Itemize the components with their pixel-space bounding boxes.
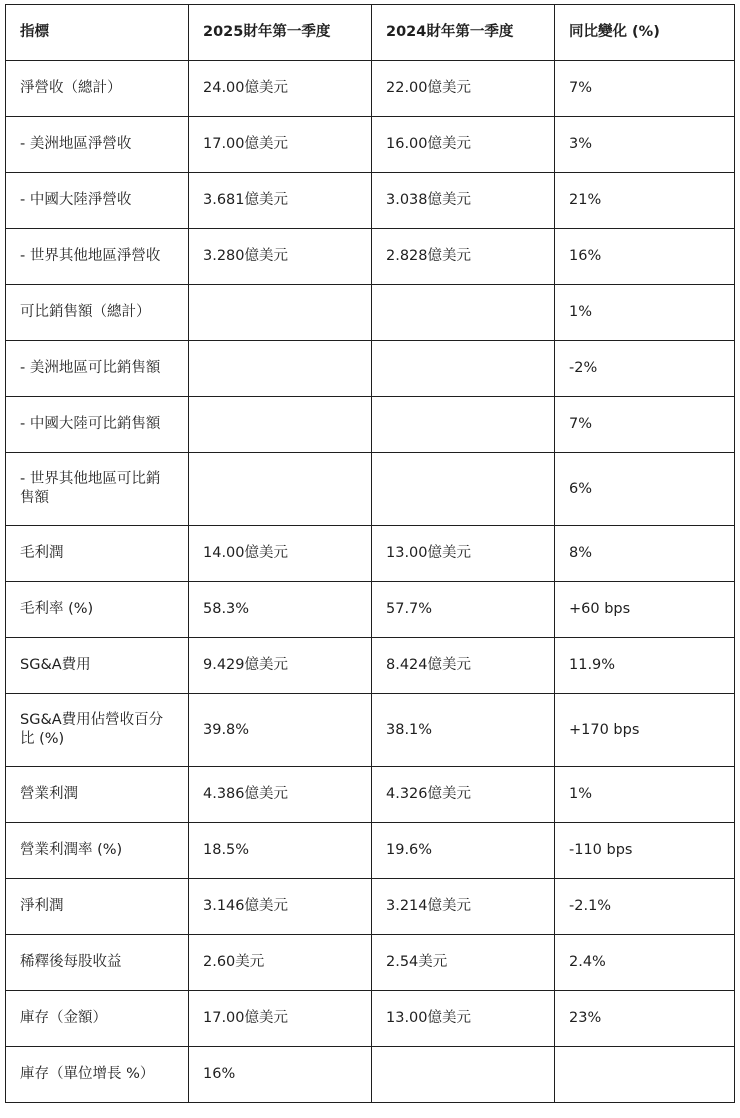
header-fy2024-q1: 2024財年第一季度	[372, 5, 555, 61]
cell-metric: 庫存（單位增長 %）	[6, 1047, 189, 1103]
cell-metric: - 中國大陸可比銷售額	[6, 397, 189, 453]
cell-yoy: 11.9%	[555, 638, 735, 694]
table-row	[6, 453, 735, 526]
cell-fy2024: 16.00億美元	[372, 117, 555, 173]
cell-metric: SG&A費用佔營收百分比 (%)	[6, 694, 189, 767]
cell-fy2025	[189, 453, 372, 526]
cell-yoy: 2.4%	[555, 935, 735, 991]
cell-yoy: 1%	[555, 285, 735, 341]
cell-fy2024: 3.038億美元	[372, 173, 555, 229]
table-row	[6, 341, 735, 397]
cell-metric: 淨營收（總計）	[6, 61, 189, 117]
cell-metric: SG&A費用	[6, 638, 189, 694]
financial-metrics-table	[5, 4, 735, 1103]
cell-yoy: 7%	[555, 61, 735, 117]
table-row	[6, 767, 735, 823]
cell-fy2024: 8.424億美元	[372, 638, 555, 694]
cell-metric: - 美洲地區淨營收	[6, 117, 189, 173]
table-row	[6, 397, 735, 453]
header-row	[6, 5, 735, 61]
cell-fy2024	[372, 1047, 555, 1103]
cell-yoy	[555, 1047, 735, 1103]
table-row	[6, 285, 735, 341]
cell-yoy: +60 bps	[555, 582, 735, 638]
cell-yoy: 23%	[555, 991, 735, 1047]
table-container	[5, 4, 735, 1103]
cell-fy2024: 13.00億美元	[372, 991, 555, 1047]
cell-fy2025: 9.429億美元	[189, 638, 372, 694]
cell-metric: 毛利潤	[6, 526, 189, 582]
cell-yoy: 1%	[555, 767, 735, 823]
cell-yoy: 16%	[555, 229, 735, 285]
cell-fy2025: 14.00億美元	[189, 526, 372, 582]
table-row	[6, 879, 735, 935]
cell-fy2025: 3.681億美元	[189, 173, 372, 229]
cell-yoy: -2.1%	[555, 879, 735, 935]
cell-metric: 稀釋後每股收益	[6, 935, 189, 991]
table-row	[6, 694, 735, 767]
cell-yoy: 7%	[555, 397, 735, 453]
cell-fy2025: 39.8%	[189, 694, 372, 767]
cell-metric: 庫存（金額）	[6, 991, 189, 1047]
cell-metric: - 美洲地區可比銷售額	[6, 341, 189, 397]
table-row	[6, 935, 735, 991]
cell-fy2024: 19.6%	[372, 823, 555, 879]
table-row	[6, 991, 735, 1047]
header-fy2025-q1: 2025財年第一季度	[189, 5, 372, 61]
cell-fy2024: 2.54美元	[372, 935, 555, 991]
cell-yoy: 21%	[555, 173, 735, 229]
cell-fy2024: 13.00億美元	[372, 526, 555, 582]
cell-fy2025: 24.00億美元	[189, 61, 372, 117]
cell-fy2024: 57.7%	[372, 582, 555, 638]
table-row	[6, 582, 735, 638]
cell-fy2024: 22.00億美元	[372, 61, 555, 117]
cell-yoy: 3%	[555, 117, 735, 173]
cell-fy2025: 17.00億美元	[189, 117, 372, 173]
table-row	[6, 638, 735, 694]
cell-yoy: 8%	[555, 526, 735, 582]
cell-metric: - 世界其他地區可比銷售額	[6, 453, 189, 526]
table-row	[6, 1047, 735, 1103]
cell-fy2024	[372, 453, 555, 526]
cell-yoy: +170 bps	[555, 694, 735, 767]
table-row	[6, 117, 735, 173]
cell-metric: 營業利潤率 (%)	[6, 823, 189, 879]
cell-fy2025	[189, 341, 372, 397]
cell-metric: 毛利率 (%)	[6, 582, 189, 638]
cell-metric: - 中國大陸淨營收	[6, 173, 189, 229]
cell-fy2024	[372, 285, 555, 341]
cell-metric: 營業利潤	[6, 767, 189, 823]
cell-metric: 可比銷售額（總計）	[6, 285, 189, 341]
cell-fy2024: 38.1%	[372, 694, 555, 767]
cell-fy2024	[372, 397, 555, 453]
cell-fy2025	[189, 285, 372, 341]
cell-fy2024: 2.828億美元	[372, 229, 555, 285]
table-row	[6, 526, 735, 582]
cell-fy2024: 4.326億美元	[372, 767, 555, 823]
cell-yoy: -110 bps	[555, 823, 735, 879]
cell-fy2025: 4.386億美元	[189, 767, 372, 823]
cell-fy2024: 3.214億美元	[372, 879, 555, 935]
table-row	[6, 173, 735, 229]
cell-fy2025: 16%	[189, 1047, 372, 1103]
cell-fy2025: 58.3%	[189, 582, 372, 638]
header-yoy-change: 同比變化 (%)	[555, 5, 735, 61]
cell-fy2025	[189, 397, 372, 453]
cell-fy2025: 18.5%	[189, 823, 372, 879]
cell-yoy: -2%	[555, 341, 735, 397]
cell-fy2025: 3.280億美元	[189, 229, 372, 285]
cell-metric: - 世界其他地區淨營收	[6, 229, 189, 285]
cell-fy2025: 3.146億美元	[189, 879, 372, 935]
cell-fy2025: 17.00億美元	[189, 991, 372, 1047]
cell-fy2025: 2.60美元	[189, 935, 372, 991]
header-metric: 指標	[6, 5, 189, 61]
cell-yoy: 6%	[555, 453, 735, 526]
cell-metric: 淨利潤	[6, 879, 189, 935]
table-row	[6, 229, 735, 285]
table-row	[6, 61, 735, 117]
table-row	[6, 823, 735, 879]
cell-fy2024	[372, 341, 555, 397]
